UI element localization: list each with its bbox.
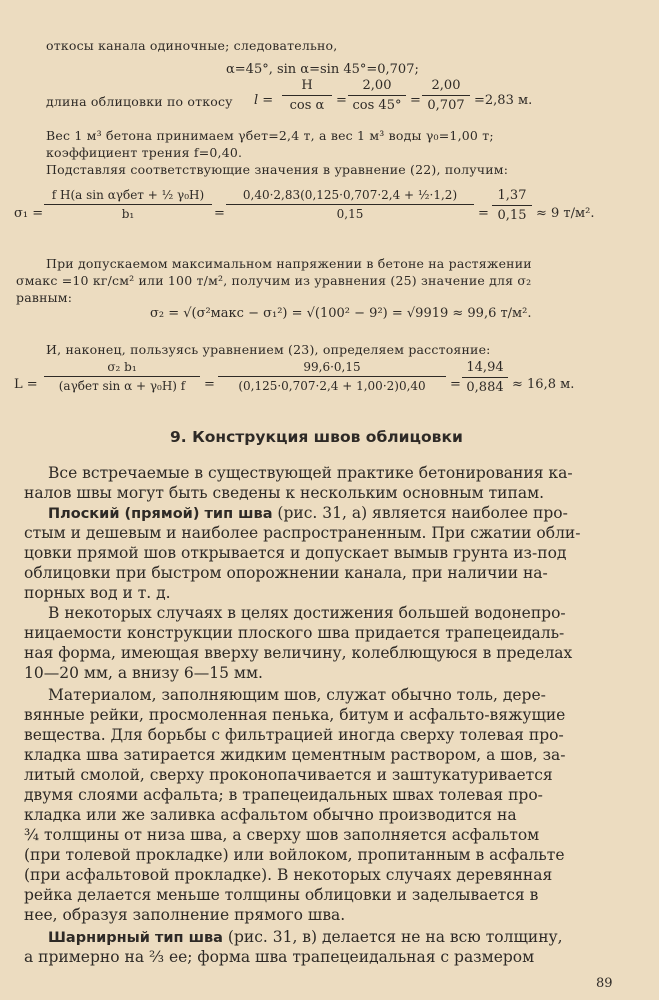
body-line: нее, образуя заполнение прямого шва. <box>24 906 346 924</box>
text-line: И, наконец, пользуясь уравнением (23), определяем расстояние: <box>46 342 491 357</box>
formula-lhs: l = <box>254 93 274 108</box>
text-line: коэффициент трения f=0,40. <box>46 145 243 160</box>
body-line: (при асфальтовой прокладке). В некоторых случаях деревянная <box>24 866 553 884</box>
body-line: стым и дешевым и наиболее распространенным. При сжатии обли- <box>24 524 581 542</box>
body-line <box>48 504 568 522</box>
numerator: 14,94 <box>462 360 508 378</box>
length-result: =2,83 м. <box>474 93 533 108</box>
page-number: 89 <box>596 976 613 991</box>
body-line: вещества. Для борьбы с фильтрацией иногда сверху толевая про- <box>24 726 564 744</box>
text-line: длина облицовки по откосу <box>46 94 233 109</box>
body-line: литый смолой, сверху проконопачивается и заштукатуривается <box>24 766 553 784</box>
numerator: σ₂ b₁ <box>44 360 200 377</box>
text-line: Вес 1 м³ бетона принимаем γбет=2,4 т, а вес 1 м³ воды γ₀=1,00 т; <box>46 128 494 143</box>
body-line: ницаемости конструкции плоского шва придается трапецеидаль- <box>24 624 565 642</box>
body-line: а примерно на ⅔ ее; форма шва трапецеидальная с размером <box>24 948 535 966</box>
numerator: 2,00 <box>422 78 470 96</box>
equals-sign: = <box>450 377 461 392</box>
text-line: откосы канала одиночные; следовательно, <box>46 38 338 53</box>
body-line: рейка делается меньше толщины облицовки и заделывается в <box>24 886 539 904</box>
section-title: 9. Конструкция швов облицовки <box>170 428 463 446</box>
denominator: cos 45° <box>352 98 402 113</box>
equals-sign: = <box>214 206 225 221</box>
body-line: кладка шва затирается жидким цементным раствором, а шов, за- <box>24 746 566 764</box>
text-line: Подставляя соответствующие значения в уравнение (22), получим: <box>46 162 509 177</box>
body-line: налов швы могут быть сведены к нескольким основным типам. <box>24 484 545 502</box>
numerator: 99,6·0,15 <box>218 360 446 377</box>
formula-lhs: L = <box>14 377 38 392</box>
fraction-sigma1-values <box>226 188 474 221</box>
body-line: ¾ толщины от низа шва, а сверху шов заполняется асфальтом <box>24 826 540 844</box>
denominator: 0,15 <box>336 207 364 221</box>
text-line: При допускаемом максимальном напряжении в бетоне на растяжении <box>46 256 532 271</box>
fraction-sigma1-result <box>492 188 532 223</box>
body-line: (при толевой прокладке) или войлоком, пропитанным в асфальте <box>24 846 565 864</box>
body-line: В некоторых случаях в целях достижения большей водонепро- <box>48 604 566 622</box>
distance-result: ≈ 16,8 м. <box>512 377 575 392</box>
denominator: 0,884 <box>466 380 504 395</box>
fraction-h-cos <box>282 78 332 113</box>
body-line: 10—20 мм, а внизу 6—15 мм. <box>24 664 263 682</box>
body-line: Материалом, заполняющим шов, служат обычно толь, дере- <box>48 686 546 704</box>
equals-sign: = <box>410 93 421 108</box>
text-line: равным: <box>16 290 73 305</box>
equals-sign: = <box>204 377 215 392</box>
numerator: 2,00 <box>348 78 406 96</box>
body-line: вянные рейки, просмоленная пенька, битум и асфальто-вяжущие <box>24 706 566 724</box>
fraction-2-0707 <box>422 78 470 113</box>
formula-alpha: α=45°, sin α=sin 45°=0,707; <box>226 62 419 77</box>
body-line: Все встречаемые в существующей практике бетонирования ка- <box>48 464 573 482</box>
formula-lhs: σ₁ = <box>14 206 44 221</box>
formula-sigma2: σ₂ = √(σ²макс − σ₁²) = √(100² − 9²) = √9919 ≈ 99,6 т/м². <box>150 306 532 321</box>
equals-sign: = <box>336 93 347 108</box>
term-hinged-joint: Шарнирный тип шва <box>48 930 223 946</box>
denominator: b₁ <box>121 207 135 221</box>
body-line: ная форма, имеющая вверху величину, колеблющуюся в пределах <box>24 644 573 662</box>
fraction-2-cos45 <box>348 78 406 113</box>
body-line: облицовки при быстром опорожнении канала, при наличии на- <box>24 564 548 582</box>
denominator: 0,15 <box>497 208 527 223</box>
denominator: 0,707 <box>427 98 465 113</box>
denominator: cos α <box>289 98 325 113</box>
denominator: (aγбет sin α + γ₀H) f <box>58 379 186 393</box>
numerator: 0,40·2,83(0,125·0,707·2,4 + ½·1,2) <box>226 188 474 205</box>
body-line: порных вод и т. д. <box>24 584 171 602</box>
fraction-sigma1-general <box>44 188 212 221</box>
fraction-distance-general <box>44 360 200 393</box>
text-line: σмакс =10 кг/см² или 100 т/м², получим из уравнения (25) значение для σ₂ <box>16 273 532 288</box>
denominator: (0,125·0,707·2,4 + 1,00·2)0,40 <box>238 379 426 393</box>
body-line: кладка или же заливка асфальтом обычно производится на <box>24 806 517 824</box>
fraction-distance-result <box>462 360 508 395</box>
body-text: (рис. 31, а) является наиболее про- <box>272 504 568 522</box>
numerator: H <box>282 78 332 96</box>
fraction-distance-values <box>218 360 446 393</box>
numerator: f H(a sin αγбет + ½ γ₀H) <box>44 188 212 205</box>
body-line: цовки прямой шов открывается и допускает вымыв грунта из-под <box>24 544 567 562</box>
body-line <box>48 928 563 946</box>
equals-sign: = <box>478 206 489 221</box>
numerator: 1,37 <box>492 188 532 206</box>
body-text: (рис. 31, в) делается не на всю толщину, <box>222 928 563 946</box>
term-flat-joint: Плоский (прямой) тип шва <box>48 506 273 522</box>
sigma1-result: ≈ 9 т/м². <box>536 206 595 221</box>
body-line: двумя слоями асфальта; в трапецеидальных швах толевая про- <box>24 786 543 804</box>
